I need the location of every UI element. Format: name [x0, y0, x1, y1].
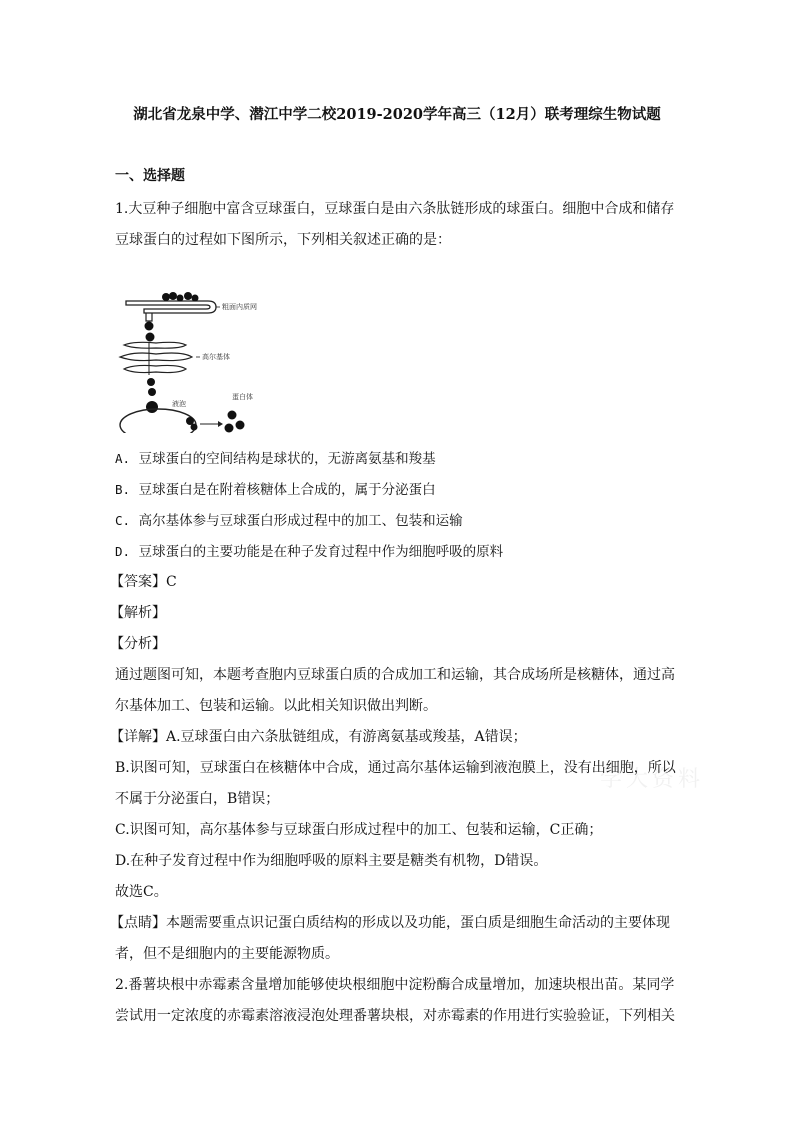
- ribosome: [177, 295, 184, 302]
- budding-vesicle: [146, 401, 158, 413]
- q1-option-d: [115, 540, 503, 560]
- detail-line-3: 不属于分泌蛋白，B错误；: [115, 791, 280, 807]
- analysis-heading: 【解析】: [110, 605, 166, 621]
- protein-synthesis-diagram: [116, 263, 276, 433]
- answer-line: 【答案】C: [110, 574, 177, 590]
- ribosome: [192, 295, 199, 302]
- option-text: 豆球蛋白的空间结构是球状的，无游离氨基和羧基: [138, 451, 436, 467]
- golgi-label: 高尔基体: [202, 353, 230, 361]
- detail-line-2: B.识图可知，豆球蛋白在核糖体中合成，通过高尔基体运输到液泡膜上，没有出细胞，所以: [115, 760, 676, 776]
- watermark: 学大资料: [600, 767, 705, 792]
- option-text: 豆球蛋白的主要功能是在种子发育过程中作为细胞呼吸的原料: [138, 544, 504, 560]
- option-label: B.: [115, 482, 131, 497]
- vacuole: [120, 409, 196, 433]
- fenxi-line-1: 通过题图可知，本题考查胞内豆球蛋白质的合成加工和运输，其合成场所是核糖体，通过高: [115, 667, 675, 683]
- transport-vesicle: [148, 388, 156, 396]
- dianjing-line-1: 【点睛】本题需要重点识记蛋白质结构的形成以及功能，蛋白质是细胞生命活动的主要体现: [110, 915, 670, 931]
- protein-body: [225, 424, 234, 433]
- golgi-stack: [124, 342, 186, 348]
- detail-line-5: D.在种子发育过程中作为细胞呼吸的原料主要是糖类有机物，D错误。: [115, 853, 548, 869]
- option-label: C.: [115, 513, 131, 528]
- er-label: 粗面内质网: [222, 303, 257, 311]
- conclusion-line: 故选C。: [115, 884, 168, 900]
- rough-er-shape: [126, 301, 216, 313]
- detail-line-1: 【详解】A.豆球蛋白由六条肽链组成，有游离氨基或羧基，A错误；: [110, 729, 527, 745]
- fenxi-heading: 【分析】: [110, 636, 166, 652]
- ribosome: [169, 292, 177, 300]
- transport-vesicle: [147, 378, 155, 386]
- detail-line-4: C.识图可知，高尔基体参与豆球蛋白形成过程中的加工、包装和运输，C正确；: [115, 822, 603, 838]
- golgi-stack: [120, 353, 192, 361]
- q1-option-c: [115, 509, 463, 529]
- section-heading: 一、选择题: [115, 168, 185, 184]
- golgi-stack: [124, 365, 186, 372]
- option-text: 豆球蛋白是在附着核糖体上合成的，属于分泌蛋白: [138, 482, 436, 498]
- option-label: D.: [115, 544, 131, 559]
- budding-vesicle: [191, 424, 198, 431]
- document-title: 湖北省龙泉中学、潜江中学二校2019-2020学年高三（12月）联考理综生物试题: [133, 106, 661, 123]
- transport-vesicle: [145, 322, 154, 331]
- q1-option-a: [115, 447, 436, 467]
- fenxi-line-2: 尔基体加工、包装和运输。以此相关知识做出判断。: [115, 698, 437, 714]
- q2-stem-line-1: 2.番薯块根中赤霉素含量增加能够使块根细胞中淀粉酶合成量增加，加速块根出苗。某同学: [115, 977, 675, 993]
- arrow-head: [218, 421, 223, 427]
- protein-body: [228, 411, 237, 420]
- option-text: 高尔基体参与豆球蛋白形成过程中的加工、包装和运输: [138, 513, 463, 529]
- protein-body: [236, 421, 245, 430]
- q1-option-b: [115, 478, 436, 498]
- q1-stem-line-2: 豆球蛋白的过程如下图所示，下列相关叙述正确的是：: [115, 232, 451, 248]
- q1-stem-line-1: 1.大豆种子细胞中富含豆球蛋白，豆球蛋白是由六条肽链形成的球蛋白。细胞中合成和储存: [115, 201, 675, 217]
- ribosome: [184, 292, 192, 300]
- vacuole-label: 液泡: [172, 400, 186, 408]
- transport-vesicle: [146, 333, 155, 342]
- q2-stem-line-2: 尝试用一定浓度的赤霉素溶液浸泡处理番薯块根，对赤霉素的作用进行实验验证，下列相关: [115, 1008, 675, 1024]
- dianjing-line-2: 者，但不是细胞内的主要能源物质。: [115, 946, 339, 962]
- option-label: A.: [115, 451, 131, 466]
- protein-body-label: 蛋白体: [232, 393, 253, 401]
- ribosome: [162, 293, 170, 301]
